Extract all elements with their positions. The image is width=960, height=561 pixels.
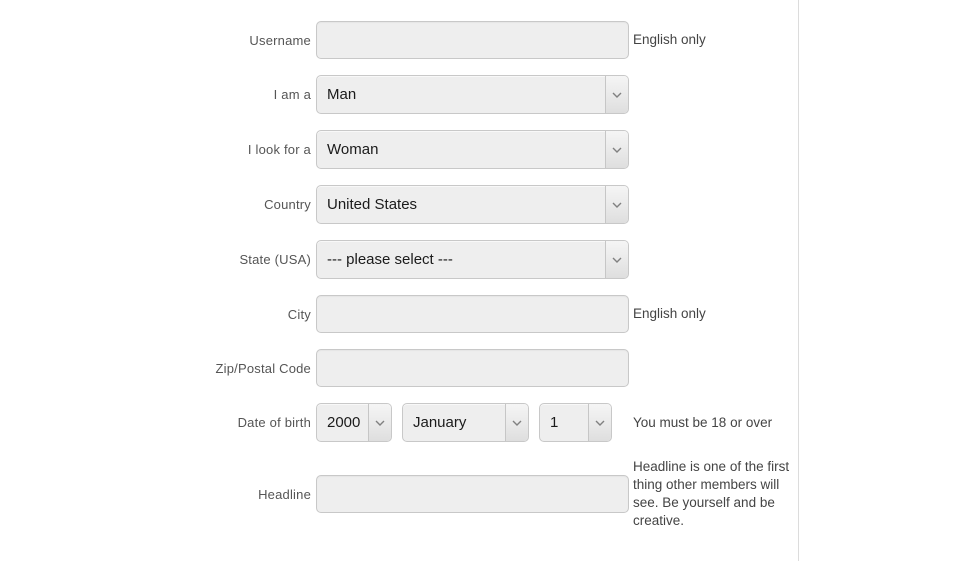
date-of-birth-field-wrap xyxy=(316,403,629,442)
city-hint: English only xyxy=(633,306,706,321)
city-label: City xyxy=(287,306,311,322)
i-am-a-field-wrap xyxy=(316,75,629,114)
birth-day-select[interactable] xyxy=(539,403,612,442)
chevron-down-icon xyxy=(605,186,628,223)
row-i-look-for-a xyxy=(0,130,798,169)
chevron-down-icon xyxy=(588,404,611,441)
chevron-down-icon xyxy=(605,76,628,113)
birth-month-selected-value: January xyxy=(413,414,467,431)
row-zip xyxy=(0,349,798,387)
row-state xyxy=(0,240,798,279)
row-country xyxy=(0,185,798,224)
state-label: State (USA) xyxy=(239,252,311,267)
birth-year-select[interactable] xyxy=(316,403,392,442)
zip-field-wrap xyxy=(316,349,629,387)
i-look-for-a-select[interactable] xyxy=(316,130,629,169)
city-field-wrap xyxy=(316,295,629,333)
birth-month-select[interactable] xyxy=(402,403,529,442)
zip-label: Zip/Postal Code xyxy=(215,360,311,376)
username-field-wrap xyxy=(316,21,629,59)
country-label: Country xyxy=(264,197,311,212)
username-label: Username xyxy=(249,32,311,48)
i-look-for-a-field-wrap xyxy=(316,130,629,169)
chevron-down-icon xyxy=(505,404,528,441)
date-of-birth-hint: You must be 18 or over xyxy=(633,414,773,430)
chevron-down-icon xyxy=(605,241,628,278)
row-city xyxy=(0,295,798,333)
country-select[interactable] xyxy=(316,185,629,224)
i-look-for-a-label: I look for a xyxy=(247,142,311,157)
username-hint: English only xyxy=(633,32,706,47)
birth-day-selected-value: 1 xyxy=(550,414,559,431)
row-i-am-a xyxy=(0,75,798,114)
i-am-a-select[interactable] xyxy=(316,75,629,114)
headline-label: Headline xyxy=(258,486,311,502)
chevron-down-icon xyxy=(605,131,628,168)
birth-year-selected-value: 2000 xyxy=(327,414,361,431)
headline-field-wrap xyxy=(316,475,629,513)
headline-hint: Headline is one of the first thing other members will see. Be yourself and be creative. xyxy=(633,459,790,528)
country-selected-value: United States xyxy=(327,196,418,213)
date-of-birth-label: Date of birth xyxy=(237,415,311,430)
zip-input[interactable] xyxy=(316,349,629,387)
state-field-wrap xyxy=(316,240,629,279)
headline-input[interactable] xyxy=(316,475,629,513)
i-am-a-label: I am a xyxy=(273,87,311,102)
row-headline xyxy=(0,458,798,530)
city-input[interactable] xyxy=(316,295,629,333)
row-username xyxy=(0,21,798,59)
state-select[interactable] xyxy=(316,240,629,279)
chevron-down-icon xyxy=(368,404,391,441)
row-date-of-birth xyxy=(0,403,798,442)
i-am-a-selected-value: Man xyxy=(327,86,357,103)
username-input[interactable] xyxy=(316,21,629,59)
country-field-wrap xyxy=(316,185,629,224)
i-look-for-a-selected-value: Woman xyxy=(327,141,379,158)
state-selected-value: --- please select --- xyxy=(327,251,453,268)
